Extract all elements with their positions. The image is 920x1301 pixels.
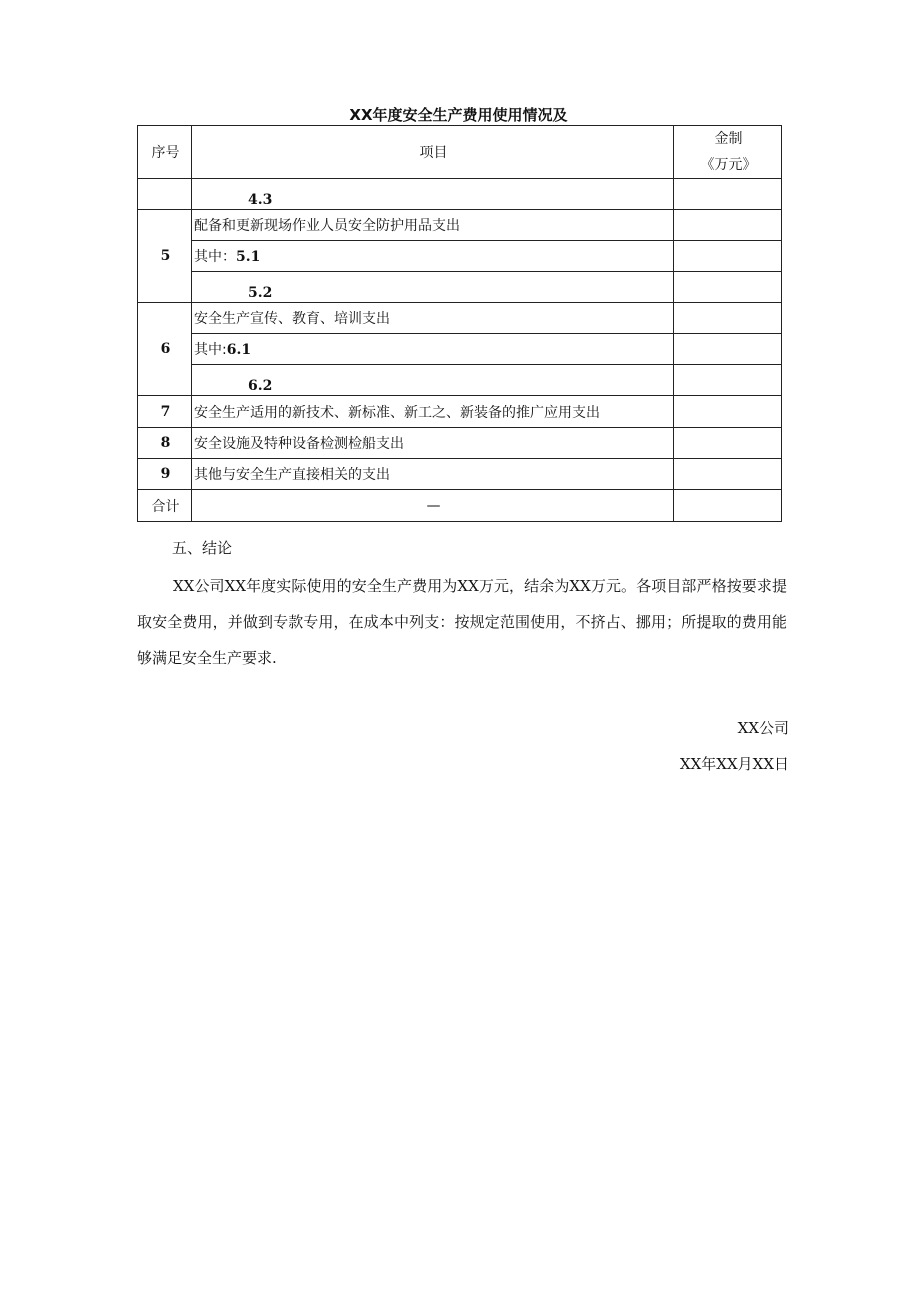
cell-no-8: 8 [138, 428, 192, 459]
header-no: 序号 [138, 126, 192, 179]
table-row [138, 303, 782, 334]
cell-item-6: 安全生产宣传、教育、培训支出 [192, 303, 674, 334]
header-amount-line2: 《万元》 [700, 157, 757, 173]
cell-no-7: 7 [138, 396, 192, 428]
cell-amount [674, 272, 782, 303]
cell-item-6-1 [192, 334, 674, 365]
table-row [138, 365, 782, 396]
cell-amount [674, 396, 782, 428]
fee-table [137, 125, 782, 522]
table-row [138, 428, 782, 459]
table-row [138, 396, 782, 428]
cell-amount [674, 428, 782, 459]
sub-lead: 其中： [194, 249, 236, 265]
cell-item-7: 安全生产适用的新技术、新标准、新工之、新装备的推广应用支出 [192, 396, 674, 428]
table-row [138, 241, 782, 272]
cell-amount [674, 303, 782, 334]
header-amount-line1: 金制 [714, 131, 743, 147]
cell-amount [674, 334, 782, 365]
table-title: XX年度安全生产费用使用情况及 [349, 106, 568, 124]
cell-no-5: 5 [138, 210, 192, 303]
header-item: 项目 [192, 126, 674, 179]
table-row [138, 210, 782, 241]
table-row [138, 459, 782, 490]
sub-number: 6.1 [226, 342, 252, 358]
table-row [138, 334, 782, 365]
cell-no-6: 6 [138, 303, 192, 396]
table-total-row [138, 490, 782, 522]
cell-item-5-2: 5.2 [192, 272, 674, 303]
cell-amount [674, 459, 782, 490]
table-row [138, 179, 782, 210]
signature-date: XX年XX月XX日 [679, 755, 789, 773]
sub-number: 5.1 [236, 249, 261, 265]
cell-item-5-1 [192, 241, 674, 272]
cell-item-9: 其他与安全生产直接相关的支出 [192, 459, 674, 490]
cell-amount [674, 179, 782, 210]
cell-amount [674, 210, 782, 241]
cell-amount [674, 490, 782, 522]
table-header-row [138, 126, 782, 179]
cell-no-empty [138, 179, 192, 210]
conclusion-paragraph: XX公司XX年度实际使用的安全生产费用为XX万元，结余为XX万元。各项目部严格按要求提取安全费用，并做到专款专用，在成本中列支：按规定范围使用，不挤占、挪用；所提取的费用能够满足安全生产要求. [137, 577, 787, 667]
cell-total-label: 合计 [138, 490, 192, 522]
cell-item-5: 配备和更新现场作业人员安全防护用品支出 [192, 210, 674, 241]
section-heading: 五、结论 [172, 539, 233, 557]
cell-item-4-3: 4.3 [192, 179, 674, 210]
sub-lead: 其中: [194, 342, 227, 358]
cell-no-9: 9 [138, 459, 192, 490]
cell-amount [674, 365, 782, 396]
signature-company: XX公司 [737, 719, 789, 737]
cell-item-6-2: 6.2 [192, 365, 674, 396]
cell-amount [674, 241, 782, 272]
header-amount [674, 126, 782, 179]
cell-total-value: — [192, 490, 674, 522]
cell-item-8: 安全设施及特种设备检测检船支出 [192, 428, 674, 459]
table-row [138, 272, 782, 303]
